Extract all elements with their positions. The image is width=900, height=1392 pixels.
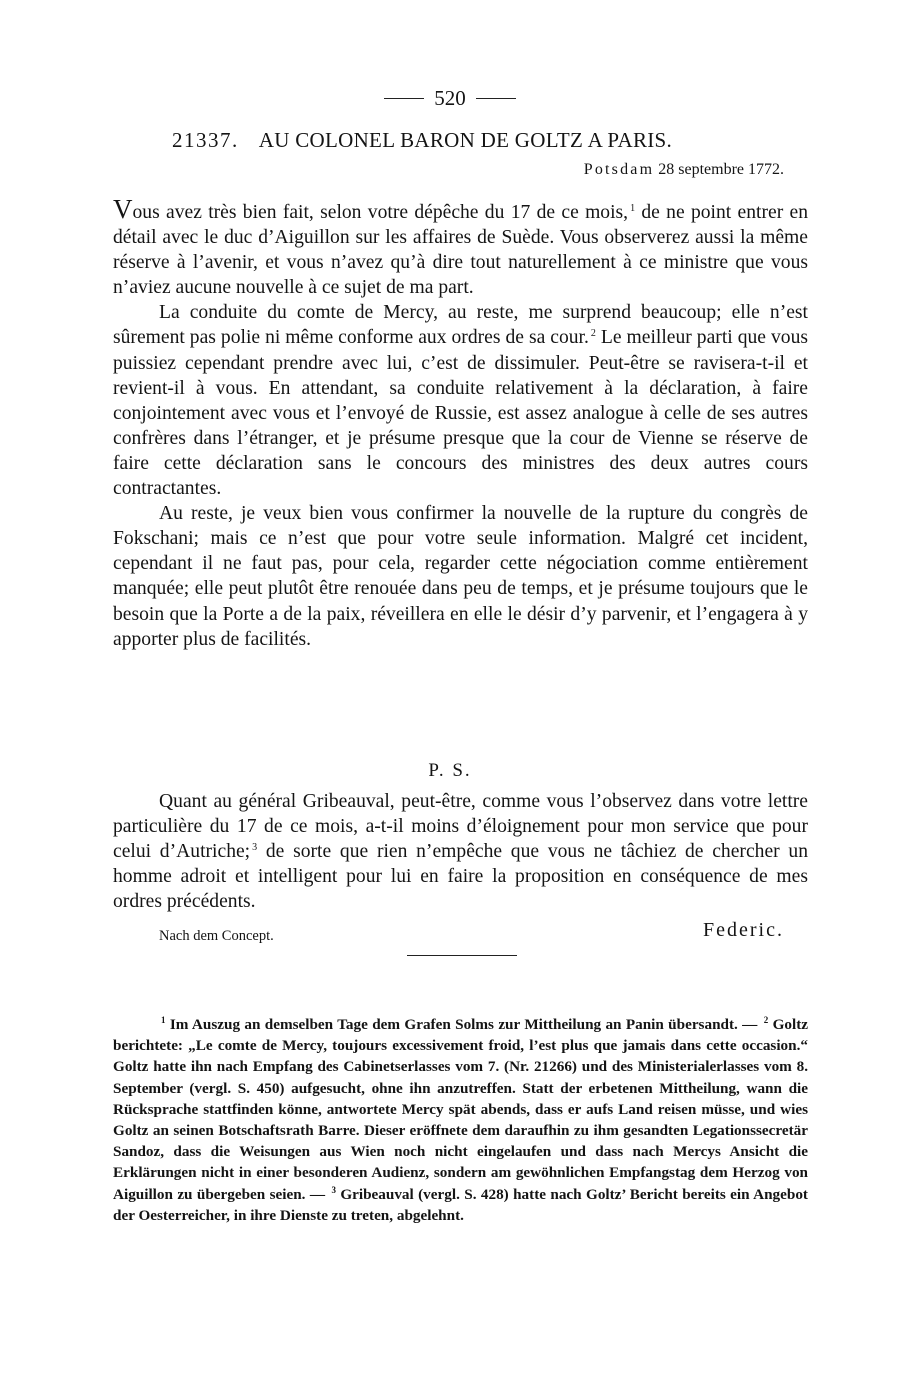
footnote-marker-2: 2 — [763, 1015, 769, 1025]
page-number-rule-right — [476, 98, 516, 99]
paragraph-1-text-b: de ne point entrer en détail avec le duc d’Aiguillon sur les affaires de Suède. Vous observerez aussi la même réserve à l’avenir, et vous n’avez qu’à dire tout naturellement à ce ministre que vous n’aviez aucune nouvelle à ce sujet de ma part. — [113, 202, 809, 299]
postscript-heading: P. S. — [428, 760, 472, 781]
postscript-text-a: Quant au général Gribeauval, peut-être, comme vous l’observez dans votre lettre particulière du 17 de ce mois, a-t-il moins d’éloignement pour mon service que pour celui d’Autriche; — [113, 791, 808, 863]
signature: Federic. — [703, 919, 784, 941]
postscript-paragraph — [113, 789, 808, 914]
footnote-ref-2: 2 — [590, 328, 596, 340]
postscript-body — [113, 789, 808, 914]
letter-number: 21337. — [172, 128, 239, 152]
dateline-date: 28 septembre 1772. — [658, 161, 784, 178]
footnote-ref-1: 1 — [630, 203, 636, 214]
footnote-ref-3: 3 — [252, 842, 258, 854]
footnote-1-text: Im Auszug an demselben Tage dem Grafen Solms zur Mittheilung an Panin übersandt. — — [165, 1016, 762, 1033]
letter-heading — [172, 128, 812, 153]
footnote-marker-1: 1 — [161, 1015, 166, 1025]
dateline-place: Potsdam — [583, 161, 655, 178]
dateline — [400, 161, 784, 179]
source-note: Nach dem Concept. — [159, 928, 274, 944]
drop-cap: V — [113, 194, 133, 224]
footnote-3-text: Gribeauval (vergl. S. 428) hatte nach Goltz’ Bericht bereits ein Angebot der Oesterreicher, in ihre Dienste zu treten, abgelehnt. — [113, 1185, 808, 1224]
footnote-2-text: Goltz berichtete: „Le comte de Mercy, toujours excessivement froid, l’est plus que jamais dans cette occasion.“ Goltz hatte ihn nach Empfang des Cabinetserlasses vom 7. (Nr. 21266) und des Ministerialerlasses vom 8. September (vergl. S. 450) aufgesucht, ohne ihn anzutreffen. Statt der erbetenen Mittheilung, wann die Rücksprache stattfinden könne, antwortete Mercy spät abends, dass er aufs Land reisen müsse, und wies Goltz an seinen Botschaftsrath Barre. Dieser eröffnete dem daraufhin zu ihm gesandten Legationssecretär Sandoz, dass die Weisungen aus Wien noch nicht eingelaufen und dass nach Mercys Ansicht die Erklärungen nicht in einer besonderen Audienz, sondern am gewöhnlichen Empfangstag dem Herzog von Aiguillon zu übergeben seien. — — [113, 1016, 808, 1203]
footnotes — [113, 1014, 808, 1226]
paragraph-2-text-a: La conduite du comte de Mercy, au reste, me surprend beaucoup; elle n’est sûrement pas polie ni même conforme aux ordres de sa cour. — [113, 302, 808, 349]
paragraph-2-text-b: Le meilleur parti que vous puissiez cependant prendre avec lui, c’est de dissimuler. Peut-être se ravisera-t-il et revient-il à vous. En attendant, sa conduite relativement à la déclaration, à faire conjointement avec vous et l’envoyé de Russie, est assez analogue à celle de ses autres confrères dans l’étranger, et je présume presque que la cour de Vienne se réserve de faire cette déclaration sans le concours des ministres des deux autres cours contractantes. — [113, 327, 808, 500]
footnote-block — [113, 1014, 808, 1226]
footnote-marker-3: 3 — [331, 1184, 336, 1195]
paragraph-1-text-a: ous avez très bien fait, selon votre dépêche du 17 de ce mois, — [132, 202, 629, 223]
paragraph-2 — [113, 300, 808, 501]
page-number — [0, 86, 900, 111]
page-number-text: 520 — [434, 86, 466, 110]
letter-body — [113, 196, 808, 652]
page-number-rule-left — [384, 98, 424, 99]
paragraph-3: Au reste, je veux bien vous confirmer la nouvelle de la rupture du congrès de Fokschani; mais ce n’est que pour votre seule information. Malgré cet incident, cependant il ne faut pas, pour cela, regarder cette négociation comme entièrement manquée; elle peut plutôt être renouée dans peu de temps, et je présume toujours que le besoin que la Porte a de la paix, réveillera en elle le désir d’y parvenir, et l’engagera à y apporter plus de facilités. — [113, 503, 808, 650]
paragraph-1 — [113, 196, 808, 300]
letter-title: AU COLONEL BARON DE GOLTZ A PARIS. — [258, 128, 673, 152]
postscript-text-b: de sorte que rien n’empêche que vous ne tâchiez de chercher un homme adroit et intelligent pour lui en faire la proposition en conséquence de mes ordres précédents. — [113, 841, 808, 913]
footnote-separator — [407, 955, 517, 956]
